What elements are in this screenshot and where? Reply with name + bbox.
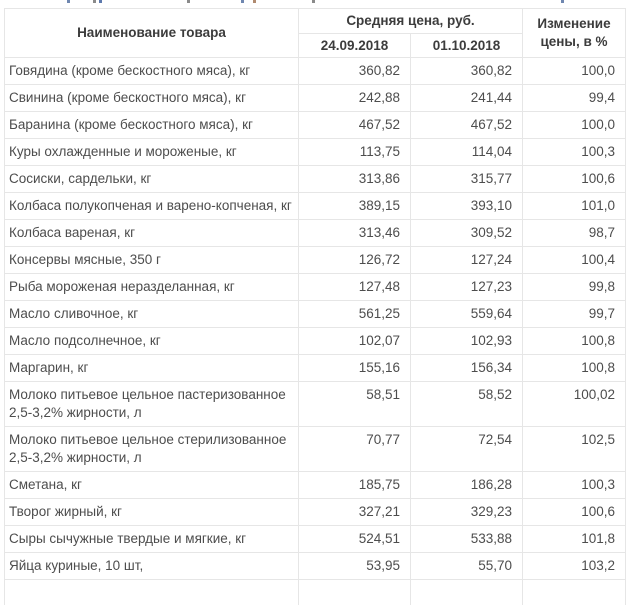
table-row — [5, 139, 626, 166]
price-date2-cell: 309,52 — [411, 220, 523, 247]
product-name-cell: Рыба мороженая неразделанная, кг — [5, 274, 299, 301]
text-remnant-speck — [93, 0, 96, 3]
column-header-price-change: Изменение цены, в % — [523, 9, 626, 58]
empty-cell — [299, 580, 411, 605]
product-name-cell: Говядина (кроме бескостного мяса), кг — [5, 58, 299, 85]
empty-cell — [411, 580, 523, 605]
product-name-cell: Масло сливочное, кг — [5, 301, 299, 328]
text-remnant-speck — [561, 0, 564, 3]
price-date2-cell: 559,64 — [411, 301, 523, 328]
product-name-cell: Масло подсолнечное, кг — [5, 328, 299, 355]
price-change-cell: 101,0 — [523, 193, 626, 220]
table-row — [5, 58, 626, 85]
price-change-cell: 100,3 — [523, 139, 626, 166]
price-date2-cell: 360,82 — [411, 58, 523, 85]
price-date2-cell: 58,52 — [411, 382, 523, 427]
product-name-cell: Консервы мясные, 350 г — [5, 247, 299, 274]
price-change-cell: 100,8 — [523, 328, 626, 355]
product-name-cell: Молоко питьевое цельное стерилизованное 2,5-3,2% жирности, л — [5, 427, 299, 472]
price-date1-cell: 242,88 — [299, 85, 411, 112]
table-row — [5, 112, 626, 139]
price-change-cell: 100,4 — [523, 247, 626, 274]
price-date1-cell: 467,52 — [299, 112, 411, 139]
price-date2-cell: 127,23 — [411, 274, 523, 301]
price-date1-cell: 155,16 — [299, 355, 411, 382]
table-row — [5, 355, 626, 382]
price-date1-cell: 185,75 — [299, 472, 411, 499]
price-date1-cell: 561,25 — [299, 301, 411, 328]
price-table-body — [5, 58, 626, 605]
product-name-cell: Колбаса полукопченая и варено-копченая, кг — [5, 193, 299, 220]
table-row-clipped — [5, 580, 626, 605]
price-date2-cell: 315,77 — [411, 166, 523, 193]
price-change-cell: 98,7 — [523, 220, 626, 247]
price-date2-cell: 127,24 — [411, 247, 523, 274]
price-date2-cell: 329,23 — [411, 499, 523, 526]
price-change-cell: 100,6 — [523, 166, 626, 193]
price-change-cell: 99,7 — [523, 301, 626, 328]
table-row — [5, 193, 626, 220]
empty-cell — [523, 580, 626, 605]
price-change-cell: 100,6 — [523, 499, 626, 526]
column-header-date-1: 24.09.2018 — [299, 34, 411, 58]
price-date2-cell: 55,70 — [411, 553, 523, 580]
table-row — [5, 220, 626, 247]
product-name-cell: Маргарин, кг — [5, 355, 299, 382]
table-row — [5, 274, 626, 301]
product-name-cell: Свинина (кроме бескостного мяса), кг — [5, 85, 299, 112]
price-table-header — [5, 9, 626, 58]
table-row — [5, 247, 626, 274]
price-change-cell: 102,5 — [523, 427, 626, 472]
product-name-cell: Куры охлажденные и мороженые, кг — [5, 139, 299, 166]
table-row — [5, 166, 626, 193]
price-date2-cell: 241,44 — [411, 85, 523, 112]
table-row — [5, 472, 626, 499]
text-remnant-speck — [253, 0, 256, 3]
column-header-product-name: Наименование товара — [5, 9, 299, 58]
text-remnant-speck — [241, 0, 244, 3]
table-row — [5, 328, 626, 355]
column-header-date-2: 01.10.2018 — [411, 34, 523, 58]
table-row — [5, 85, 626, 112]
product-name-cell: Сосиски, сардельки, кг — [5, 166, 299, 193]
product-name-cell: Баранина (кроме бескостного мяса), кг — [5, 112, 299, 139]
table-row — [5, 382, 626, 427]
price-date2-cell: 186,28 — [411, 472, 523, 499]
text-remnant-speck — [99, 0, 102, 3]
table-row — [5, 427, 626, 472]
empty-cell — [5, 580, 299, 605]
product-name-cell: Творог жирный, кг — [5, 499, 299, 526]
price-date1-cell: 126,72 — [299, 247, 411, 274]
price-table — [4, 8, 626, 605]
price-date2-cell: 114,04 — [411, 139, 523, 166]
product-name-cell: Сметана, кг — [5, 472, 299, 499]
price-date1-cell: 327,21 — [299, 499, 411, 526]
text-remnant-speck — [312, 0, 315, 3]
price-date1-cell: 360,82 — [299, 58, 411, 85]
price-date1-cell: 389,15 — [299, 193, 411, 220]
price-date1-cell: 102,07 — [299, 328, 411, 355]
text-remnant-speck — [187, 0, 190, 3]
price-change-cell: 100,0 — [523, 112, 626, 139]
price-change-cell: 103,2 — [523, 553, 626, 580]
product-name-cell: Колбаса вареная, кг — [5, 220, 299, 247]
table-row — [5, 499, 626, 526]
price-date1-cell: 313,86 — [299, 166, 411, 193]
price-date2-cell: 156,34 — [411, 355, 523, 382]
price-date1-cell: 53,95 — [299, 553, 411, 580]
column-header-average-price-group: Средняя цена, руб. — [299, 9, 523, 34]
price-date2-cell: 393,10 — [411, 193, 523, 220]
price-change-cell: 100,0 — [523, 58, 626, 85]
price-date1-cell: 70,77 — [299, 427, 411, 472]
price-date2-cell: 72,54 — [411, 427, 523, 472]
table-row — [5, 301, 626, 328]
price-change-cell: 100,02 — [523, 382, 626, 427]
product-name-cell: Сыры сычужные твердые и мягкие, кг — [5, 526, 299, 553]
price-date2-cell: 102,93 — [411, 328, 523, 355]
price-date2-cell: 467,52 — [411, 112, 523, 139]
price-date1-cell: 113,75 — [299, 139, 411, 166]
table-row — [5, 553, 626, 580]
text-remnant-speck — [67, 0, 70, 3]
product-name-cell: Яйца куриные, 10 шт, — [5, 553, 299, 580]
price-change-cell: 100,3 — [523, 472, 626, 499]
price-change-cell: 100,8 — [523, 355, 626, 382]
price-change-cell: 99,4 — [523, 85, 626, 112]
price-change-cell: 99,8 — [523, 274, 626, 301]
price-date1-cell: 313,46 — [299, 220, 411, 247]
clipped-text-remnant — [0, 0, 633, 4]
product-name-cell: Молоко питьевое цельное пастеризованное 2,5-3,2% жирности, л — [5, 382, 299, 427]
table-row — [5, 526, 626, 553]
price-date1-cell: 58,51 — [299, 382, 411, 427]
price-date1-cell: 524,51 — [299, 526, 411, 553]
price-change-cell: 101,8 — [523, 526, 626, 553]
price-date2-cell: 533,88 — [411, 526, 523, 553]
price-date1-cell: 127,48 — [299, 274, 411, 301]
